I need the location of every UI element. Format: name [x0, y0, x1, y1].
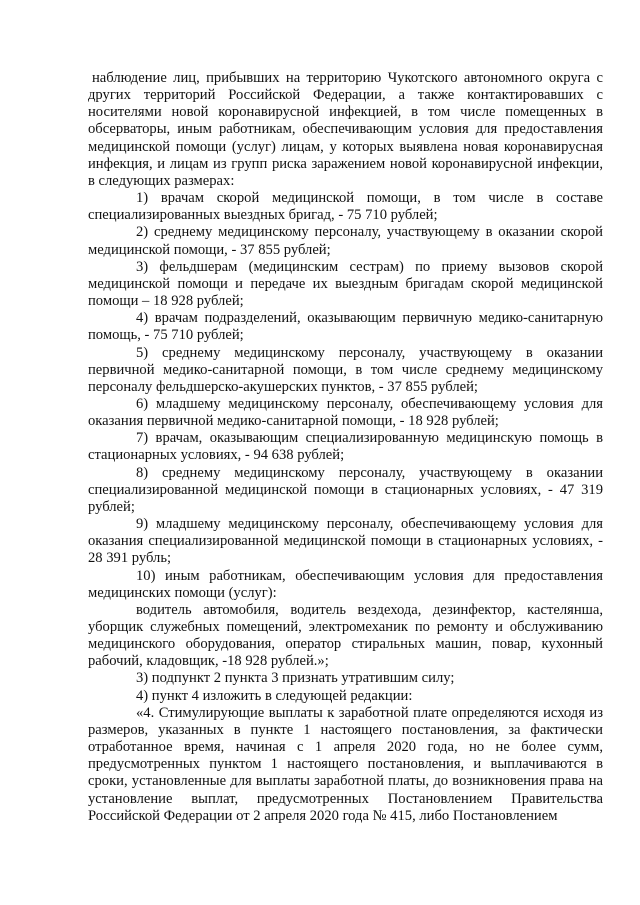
document-page	[88, 70, 603, 825]
clause-4-text: «4. Стимулирующие выплаты к заработной плате определяются исходя из размеров, указанных в пункте 1 настоящего постановления, за фактически отработанное время, начиная с 1 апреля 2020 года, но не более сумм, предусмотренных пунктом 1 настоящего постановления, и выплачиваются в сроки, установленные для выплаты заработной платы, до возникновения права на установление выплат, предусмотренных Постановлением Правительства Российской Федерации от 2 апреля 2020 года № 415, либо Постановлением	[88, 704, 603, 824]
list-item-7: 7) врачам, оказывающим специализированную медицинскую помощь в стационарных условиях, - 94 638 рублей;	[88, 430, 603, 464]
amendment-item-4: 4) пункт 4 изложить в следующей редакции:	[136, 687, 413, 704]
list-item-6: 6) младшему медицинскому персоналу, обеспечивающему условия для оказания первичной медико-санитарной помощи, - 18 928 рублей;	[88, 395, 603, 430]
list-item-3: 3) фельдшерам (медицинским сестрам) по приему вызовов скорой медицинской помощи и передаче их выездным бригадам скорой медицинской помощи – 18 928 рублей;	[88, 258, 603, 310]
amendment-item-3: 3) подпункт 2 пункта 3 признать утратившим силу;	[136, 670, 455, 687]
list-item-8: 8) среднему медицинскому персоналу, участвующему в оказании специализированной медицинской помощи в стационарных условиях, - 47 319 рублей;	[88, 464, 603, 515]
staff-list: водитель автомобиля, водитель вездехода, дезинфектор, кастелянша, уборщик служебных помещений, электромеханик по ремонту и обслуживанию медицинского оборудования, оператор стиральных машин, повар, кухонный рабочий, кладовщик, -18 928 рублей.»;	[88, 601, 603, 670]
list-item-4: 4) врачам подразделений, оказывающим первичную медико-санитарную помощь, - 75 710 рублей;	[88, 310, 603, 344]
list-item-10: 10) иным работникам, обеспечивающим условия для предоставления медицинских помощи (услуг):	[88, 567, 603, 601]
list-item-5: 5) среднему медицинскому персоналу, участвующему в оказании первичной медико-санитарной помощи, в том числе среднему медицинскому персоналу фельдшерско-акушерских пунктов, - 37 855 рублей;	[88, 344, 603, 395]
list-item-1: 1) врачам скорой медицинской помощи, в том числе в составе специализированных выездных бригад, - 75 710 рублей;	[88, 190, 603, 224]
paragraph-intro: наблюдение лиц, прибывших на территорию Чукотского автономного округа с других территорий Российской Федерации, а также контактировавших с носителями новой коронавирусной инфекцией, в том числе помещенных в обсерваторы, иным работникам, обеспечивающим условия для предоставления медицинской помощи (услуг) лицам, у которых выявлена новая коронавирусная инфекция, и лицам из групп риска заражением новой коронавирусной инфекции, в следующих размерах:	[88, 70, 603, 189]
list-item-2: 2) среднему медицинскому персоналу, участвующему в оказании скорой медицинской помощи, - 37 855 рублей;	[88, 224, 603, 258]
list-item-9: 9) младшему медицинскому персоналу, обеспечивающему условия для оказания специализированной медицинской помощи в стационарных условиях, - 28 391 рубль;	[88, 516, 603, 567]
